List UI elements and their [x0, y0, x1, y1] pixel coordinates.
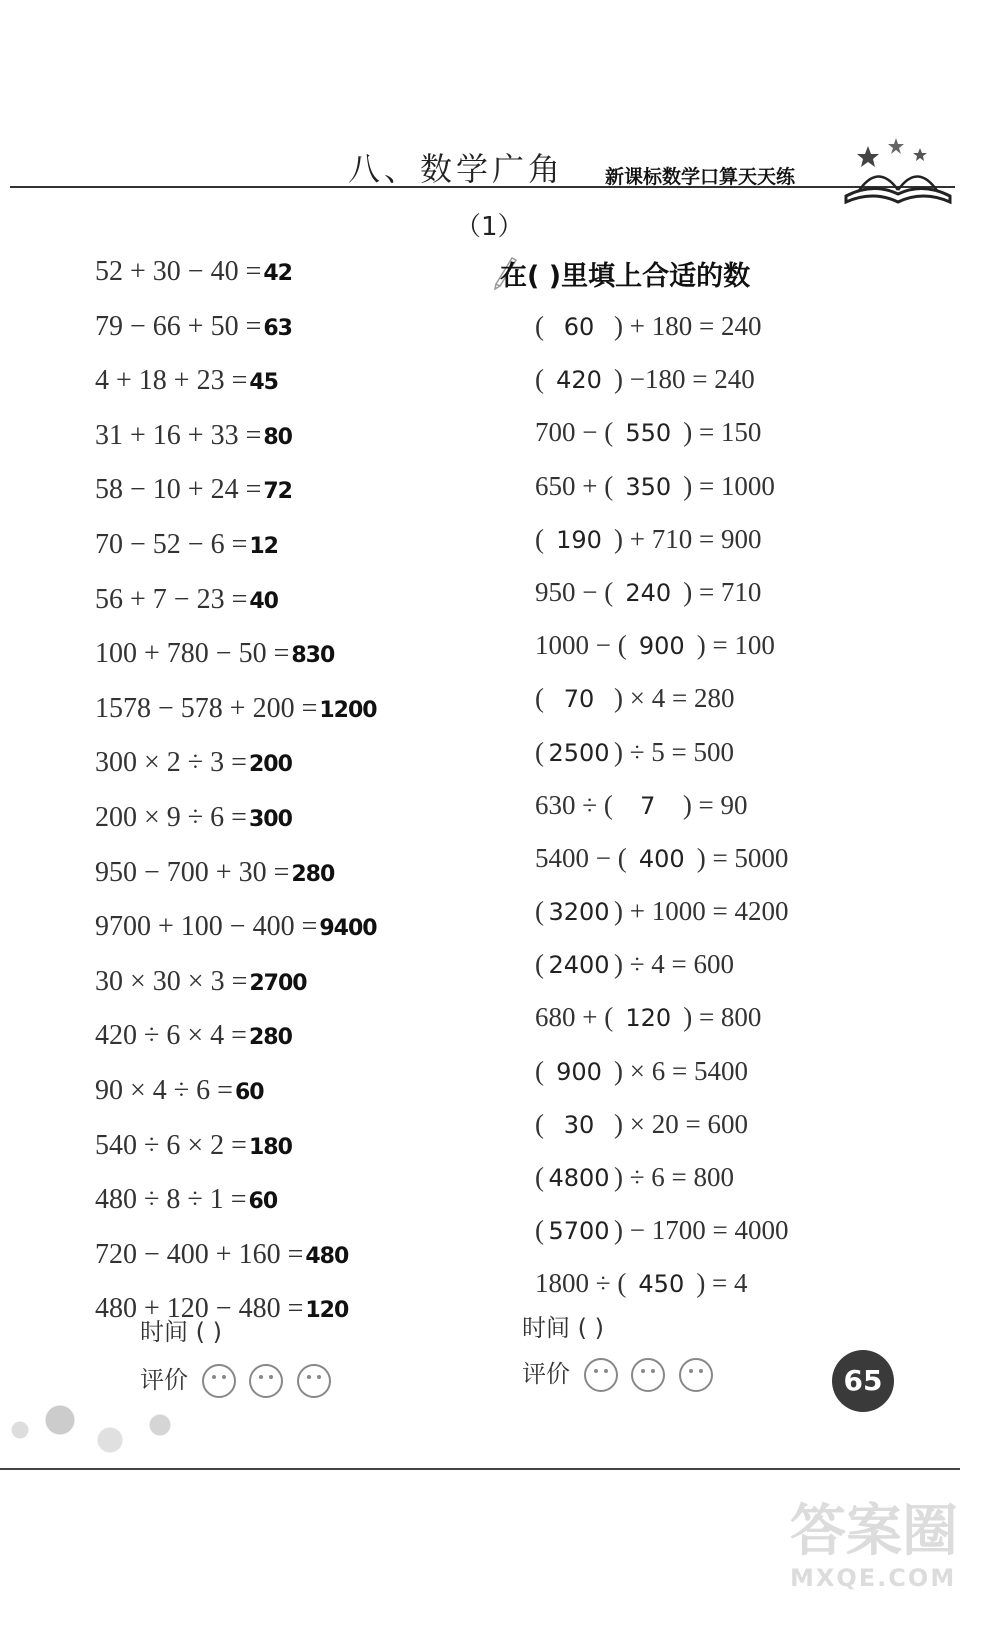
equation-expression: 540 ÷ 6 × 2 = [95, 1129, 247, 1161]
neutral-face-icon [297, 1364, 331, 1398]
section-number: （1） [455, 212, 524, 242]
fill-in-suffix: ) = 5000 [696, 842, 789, 873]
equation-row [95, 802, 377, 857]
equation-row [95, 1020, 377, 1075]
fill-in-answer: 420 [556, 366, 602, 395]
fill-in-prefix: ( [535, 896, 544, 927]
equation-row [95, 1293, 377, 1348]
fill-in-row [535, 363, 788, 416]
fill-in-row [535, 1001, 788, 1054]
fill-in-suffix: ) = 100 [696, 630, 775, 661]
fill-in-row [535, 895, 788, 948]
fill-in-answer: 60 [563, 313, 595, 341]
equation-expression: 4 + 18 + 23 = [95, 365, 248, 397]
handwritten-answer: 80 [263, 424, 292, 450]
smiley-face-icon [249, 1364, 283, 1398]
watermark [790, 1500, 990, 1620]
page-number-badge: 65 [832, 1350, 894, 1412]
equation-expression: 52 + 30 − 40 = [95, 256, 262, 287]
fill-in-suffix: ) × 6 = 5400 [614, 1055, 748, 1086]
fill-in-suffix: ) ÷ 4 = 600 [614, 949, 735, 980]
decorative-dots [0, 1400, 260, 1468]
handwritten-answer: 180 [248, 1134, 292, 1160]
fill-in-prefix: ( [535, 1162, 544, 1192]
fill-in-answer: 30 [563, 1110, 595, 1139]
fill-in-row [535, 682, 788, 735]
watermark-url: MXQE.COM [790, 1564, 957, 1592]
handwritten-answer: 45 [249, 370, 278, 396]
rating-label: 评价 [140, 1366, 188, 1394]
fill-in-answer: 350 [625, 472, 672, 501]
fill-in-suffix: ) = 710 [683, 576, 762, 607]
fill-in-answer: 900 [638, 632, 685, 661]
smiley-face-icon [584, 1358, 618, 1392]
fill-in-answer: 240 [625, 578, 672, 607]
fill-in-prefix: ( [535, 364, 544, 395]
fill-in-row [535, 1055, 788, 1108]
fill-in-answer: 550 [625, 419, 672, 448]
equation-row [95, 529, 377, 584]
fill-in-prefix: ( [535, 523, 544, 554]
equation-expression: 30 × 30 × 3 = [95, 965, 248, 997]
fill-in-answer: 7 [640, 791, 656, 820]
handwritten-answer: 1200 [319, 697, 377, 723]
left-exercise-column [95, 256, 377, 1348]
handwritten-answer: 63 [263, 315, 292, 341]
fill-in-prefix: ( [535, 683, 544, 714]
chapter-title: 八、数学广角 [348, 150, 565, 188]
fill-in-answer: 400 [638, 844, 685, 873]
equation-expression: 480 + 120 − 480 = [95, 1293, 304, 1325]
handwritten-answer: 280 [291, 861, 335, 887]
equation-row [95, 747, 377, 802]
fill-in-row [535, 1161, 788, 1214]
equation-expression: 79 − 66 + 50 = [95, 310, 262, 342]
equation-row [95, 365, 377, 420]
equation-expression: 58 − 10 + 24 = [95, 474, 262, 506]
equation-row [95, 966, 377, 1021]
equation-expression: 70 − 52 − 6 = [95, 528, 248, 560]
time-label-left: 时间 ( ) [140, 1318, 222, 1346]
handwritten-answer: 480 [305, 1243, 349, 1269]
fill-in-prefix: ( [535, 736, 544, 767]
smiley-face-icon [202, 1364, 236, 1398]
equation-expression: 31 + 16 + 33 = [95, 419, 262, 451]
fill-in-suffix: ) + 1000 = 4200 [614, 896, 789, 927]
fill-in-row [535, 789, 788, 842]
equation-row [95, 311, 377, 366]
neutral-face-icon [679, 1358, 713, 1392]
handwritten-answer: 60 [248, 1189, 278, 1215]
fill-in-row [535, 842, 788, 895]
fill-in-suffix: ) ÷ 6 = 800 [614, 1162, 735, 1192]
equation-expression: 100 + 780 − 50 = [95, 638, 290, 670]
handwritten-answer: 830 [291, 643, 335, 669]
fill-in-row [535, 470, 788, 523]
equation-expression: 480 ÷ 8 ÷ 1 = [95, 1184, 247, 1216]
watermark-logo: 答案圈 [790, 1499, 958, 1564]
smiley-face-icon [631, 1358, 665, 1392]
handwritten-answer: 280 [248, 1025, 292, 1051]
handwritten-answer: 72 [263, 479, 292, 505]
fill-in-suffix: ) = 800 [683, 1002, 762, 1033]
fill-in-suffix: ) × 4 = 280 [614, 683, 735, 714]
fill-in-answer: 190 [556, 525, 602, 554]
equation-row [95, 1239, 377, 1294]
equation-row [95, 857, 377, 912]
bottom-rule [0, 1468, 960, 1470]
fill-in-prefix: 650 + ( [535, 470, 614, 501]
fill-in-row [535, 629, 788, 682]
fill-in-answer: 900 [556, 1057, 602, 1086]
fill-in-suffix: ) + 180 = 240 [614, 311, 762, 341]
handwritten-answer: 120 [305, 1298, 349, 1324]
rating-left [140, 1360, 331, 1398]
handwritten-answer: 9400 [319, 916, 377, 942]
series-title: 新课标数学口算天天练 [605, 166, 796, 188]
handwritten-answer: 60 [234, 1079, 264, 1105]
fill-in-suffix: ) × 20 = 600 [614, 1108, 748, 1139]
fill-in-prefix: ( [535, 311, 544, 341]
fill-in-answer: 3200 [548, 898, 610, 927]
fill-in-prefix: ( [535, 1215, 544, 1246]
fill-in-row [535, 576, 788, 629]
handwritten-answer: 300 [248, 806, 292, 832]
equation-expression: 200 × 9 ÷ 6 = [95, 801, 247, 833]
fill-in-prefix: 1800 ÷ ( [535, 1268, 627, 1299]
equation-row [95, 1184, 377, 1239]
equation-expression: 9700 + 100 − 400 = [95, 911, 318, 943]
equation-row [95, 256, 377, 311]
equation-row [95, 1130, 377, 1185]
fill-in-row [535, 1214, 788, 1267]
handwritten-answer: 200 [248, 752, 292, 778]
fill-in-answer: 4800 [548, 1164, 610, 1192]
equation-row [95, 584, 377, 639]
equation-expression: 300 × 2 ÷ 3 = [95, 747, 247, 779]
fill-in-row [535, 310, 788, 363]
fill-in-suffix: ) = 90 [682, 789, 748, 820]
fill-in-answer: 2500 [548, 738, 610, 767]
rating-right [522, 1354, 713, 1392]
fill-in-prefix: ( [535, 1055, 544, 1086]
handwritten-answer: 2700 [249, 970, 307, 996]
equation-expression: 1578 − 578 + 200 = [95, 692, 318, 724]
fill-in-row [535, 948, 788, 1001]
fill-in-row [535, 1108, 788, 1161]
fill-in-suffix: ) = 150 [683, 417, 762, 448]
fill-in-row [535, 416, 788, 469]
fill-in-prefix: 1000 − ( [535, 630, 627, 661]
right-exercise-column [535, 310, 788, 1321]
handwritten-answer: 12 [249, 533, 278, 559]
fill-in-suffix: ) −180 = 240 [614, 364, 755, 395]
fill-in-answer: 5700 [548, 1217, 610, 1246]
open-book-icon [838, 132, 958, 208]
fill-in-suffix: ) = 1000 [683, 470, 775, 501]
fill-in-answer: 120 [625, 1004, 672, 1033]
equation-expression: 56 + 7 − 23 = [95, 583, 248, 615]
equation-expression: 90 × 4 ÷ 6 = [95, 1074, 233, 1106]
fill-in-answer: 2400 [548, 951, 610, 980]
handwritten-answer: 40 [249, 588, 278, 614]
handwritten-answer: 42 [263, 261, 292, 286]
fill-in-prefix: ( [535, 1108, 544, 1139]
equation-expression: 420 ÷ 6 × 4 = [95, 1020, 247, 1052]
fill-in-instruction: 在( )里填上合适的数 [500, 261, 751, 292]
fill-in-suffix: ) ÷ 5 = 500 [614, 736, 735, 767]
equation-row [95, 638, 377, 693]
rating-label: 评价 [522, 1360, 570, 1388]
equation-row [95, 420, 377, 475]
equation-expression: 720 − 400 + 160 = [95, 1238, 304, 1270]
equation-expression: 950 − 700 + 30 = [95, 856, 290, 888]
fill-in-prefix: 5400 − ( [535, 842, 627, 873]
equation-row [95, 911, 377, 966]
equation-row [95, 693, 377, 748]
fill-in-answer: 450 [638, 1270, 685, 1299]
equation-row [95, 474, 377, 529]
fill-in-prefix: 680 + ( [535, 1002, 614, 1033]
fill-in-prefix: 700 − ( [535, 417, 614, 448]
fill-in-prefix: 630 ÷ ( [535, 789, 613, 820]
fill-in-prefix: ( [535, 949, 544, 980]
fill-in-suffix: ) + 710 = 900 [614, 523, 762, 554]
fill-in-answer: 70 [563, 685, 595, 714]
fill-in-suffix: ) − 1700 = 4000 [614, 1215, 789, 1246]
fill-in-prefix: 950 − ( [535, 576, 614, 607]
equation-row [95, 1075, 377, 1130]
time-label-right: 时间 ( ) [522, 1314, 604, 1342]
fill-in-row [535, 523, 788, 576]
fill-in-row [535, 736, 788, 789]
fill-in-suffix: ) = 4 [696, 1268, 748, 1299]
